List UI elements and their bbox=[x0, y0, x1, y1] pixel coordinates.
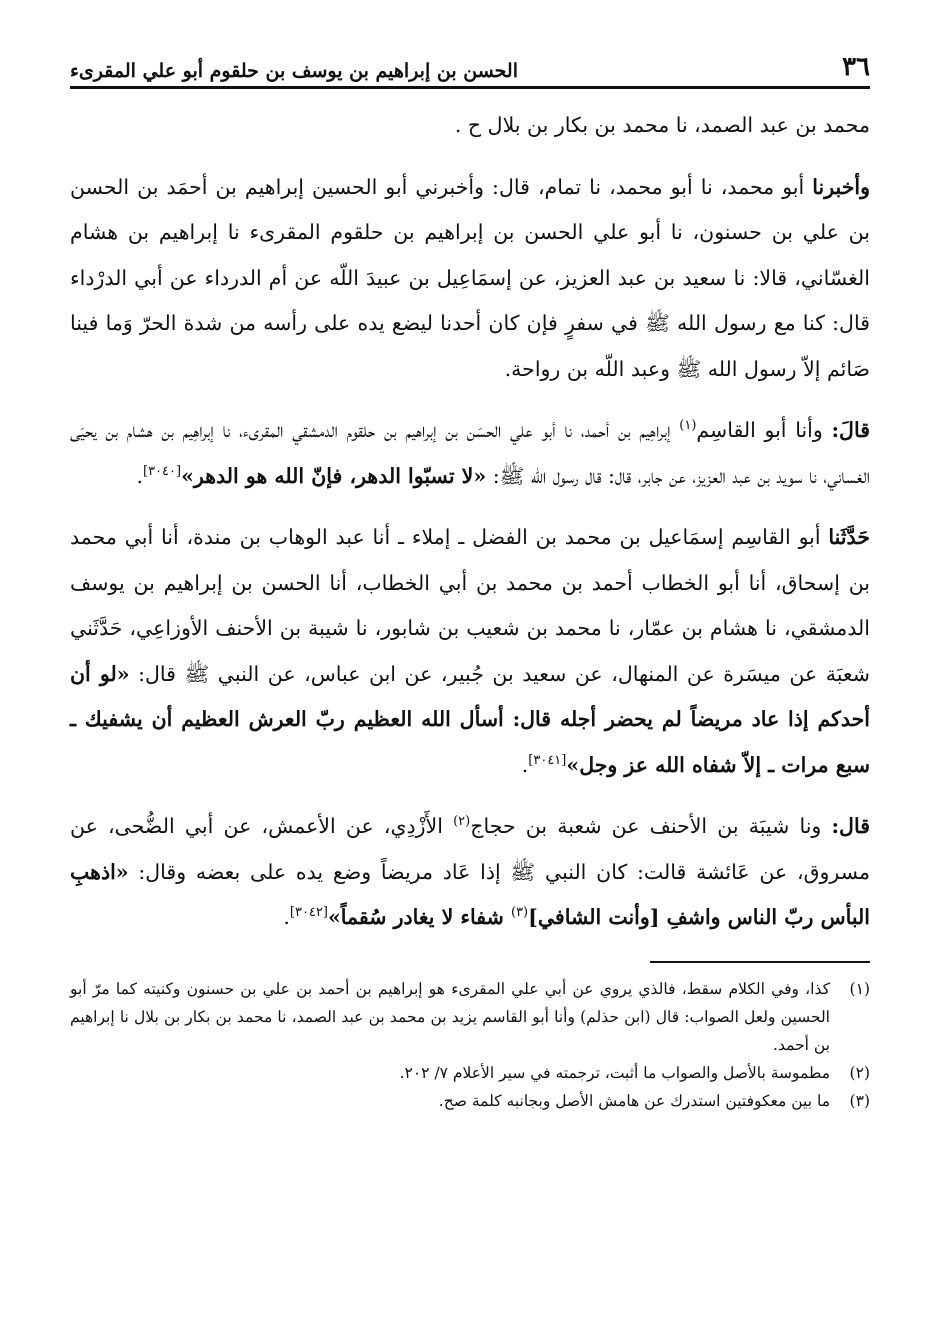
paragraph-lead: قالَ: bbox=[831, 418, 870, 442]
hadith-reference: [٣٠٤٢] bbox=[289, 905, 328, 921]
paragraph-text: ونا شيبَة بن الأحنف عن شعبة بن حجاج bbox=[470, 814, 832, 838]
footnote-3 bbox=[70, 1087, 870, 1115]
paragraph-text: وأنا أبو القاسِم bbox=[696, 418, 832, 442]
paragraph-3 bbox=[70, 408, 870, 499]
paragraph-text: إبراهِيم بن أحمد، نا أبو علي الحسَن بن إبراهيم بن حلقوم الدمشقي المقرىء، نا إبراهِيم بن هشام بن يحيَى الغساني، نا سويد بن عبد العزيز، عن جابر، قال: قال رسول الله ﷺ: bbox=[70, 418, 870, 488]
footnote-marker[interactable]: (٢) bbox=[453, 814, 471, 830]
hadith-text: «لا تسبّوا الدهر، فإنّ الله هو الدهر» bbox=[181, 463, 487, 488]
paragraph-lead: قال: bbox=[831, 814, 870, 838]
hadith-reference: [٣٠٤٠] bbox=[142, 463, 182, 479]
header-rule bbox=[70, 86, 870, 89]
paragraph-text: أبو محمد، نا أبو محمد، نا تمام، قال: وأخبرني أبو الحسين إبراهيم بن أحمَد بن الحسن بن علي بن حسنون، نا أبو علي الحسن بن إبراهيم بن حلقوم المقرىء نا إبراهيم بن هشام الغسّاني، قالا: نا سعيد بن عبد العزيز، عن إسمَاعِيل بن عبيدَ اللّه عن أم الدرداء عن أبي الدرْداء قال: كنا مع رسول الله ﷺ في سفرٍ فإن كان أحدنا ليضع يده على رأسه من شدة الحرّ وَما فينا صَائم إلاّ رسول الله ﷺ وعبد اللّه بن رواحة. bbox=[70, 174, 870, 381]
hadith-text: «لو أن أحدكم إذا عاد مريضاً لم يحضر أجله قال: أسأل الله العظيم ربّ العرش العظيم أن يشفيك ـ سبع مرات ـ إلاّ شفاه الله عز وجل» bbox=[70, 661, 870, 777]
footnotes bbox=[70, 975, 870, 1115]
paragraph-text: محمد بن عبد الصمد، نا محمد بن بكار بن بلال ح . bbox=[454, 113, 870, 137]
footnote-marker[interactable]: (١) bbox=[679, 418, 697, 434]
footnote-number: (٣) bbox=[849, 1091, 870, 1110]
hadith-text: شفاء لا يغادر سُقماً» bbox=[327, 905, 511, 929]
hadith-reference: [٣٠٤١] bbox=[528, 752, 567, 768]
page-number: ٣٦ bbox=[842, 52, 870, 82]
paragraph-text: الأَزْدِي، عن الأعمش، عن أبي الضُّحى، عن مسروق، عن عَائشة قالت: كان النبي ﷺ إذا عَاد مريضاً وضع يده على بعضه وقال: bbox=[70, 814, 870, 884]
paragraph-5 bbox=[70, 804, 870, 941]
footnote-number: (١) bbox=[849, 979, 870, 998]
running-title: الحسن بن إبراهيم بن يوسف بن حلقوم أبو علي المقرىء bbox=[70, 60, 518, 82]
footnote-number: (٢) bbox=[849, 1063, 870, 1082]
footnote-2 bbox=[70, 1059, 870, 1087]
paragraph-lead: وأخبرنا bbox=[812, 174, 870, 199]
period: . bbox=[136, 463, 143, 488]
footnote-1 bbox=[70, 975, 870, 1059]
paragraph-text: أبو القاسِم إسمَاعيل بن محمد بن الفضل ـ إملاء ـ أنا عبد الوهاب بن مندة، أنا أبي محمد بن إسحاق، أنا أبو الخطاب أحمد بن محمد بن أبي الخطاب، أنا الحسن بن إبراهيم بن يوسف الدمشقي، نا هشام بن عمّار، نا محمد بن شعيب بن شابور، نا شيبة بن الأحنف الأوزاعِي، حَدَّثَني شعبَة عن ميسَرة عن المنهال، عن سعيد بن جُبير، عن ابن عباس، عن النبي ﷺ قال: bbox=[70, 525, 870, 686]
footnote-text: ما بين معكوفتين استدرك عن هامش الأصل وبجانبه كلمة صح. bbox=[438, 1091, 830, 1110]
book-page bbox=[70, 44, 870, 1314]
paragraph-2 bbox=[70, 165, 870, 393]
period: . bbox=[283, 905, 290, 929]
paragraph-1 bbox=[70, 103, 870, 149]
footnote-text: مطموسة بالأصل والصواب ما أثبت، ترجمته في سير الأعلام ٧/ ٢٠٢. bbox=[399, 1063, 830, 1082]
main-text bbox=[70, 103, 870, 941]
footnote-marker[interactable]: (٣) bbox=[510, 905, 529, 921]
period: . bbox=[521, 752, 529, 777]
hadith-text: «اذهبِ البأس ربّ الناس واشفِ [وأنت الشافي] bbox=[70, 859, 870, 929]
footnote-separator bbox=[650, 961, 870, 963]
footnote-text: كذا، وفي الكلام سقط، فالذي يروي عن أبي علي المقرىء هو إبراهيم بن أحمد بن علي بن حسنون وكنيته كما مرّ أبو الحسين ولعل الصواب: قال (ابن حذلم) وأنا أبو القاسم يزيد بن محمد بن عبد الصمد، نا محمد بن بكار بن بلال نا إبراهيم بن أحمد. bbox=[70, 979, 830, 1054]
page-header bbox=[70, 44, 870, 82]
paragraph-lead: حَدَّثَنا bbox=[828, 525, 870, 549]
paragraph-4 bbox=[70, 515, 870, 788]
